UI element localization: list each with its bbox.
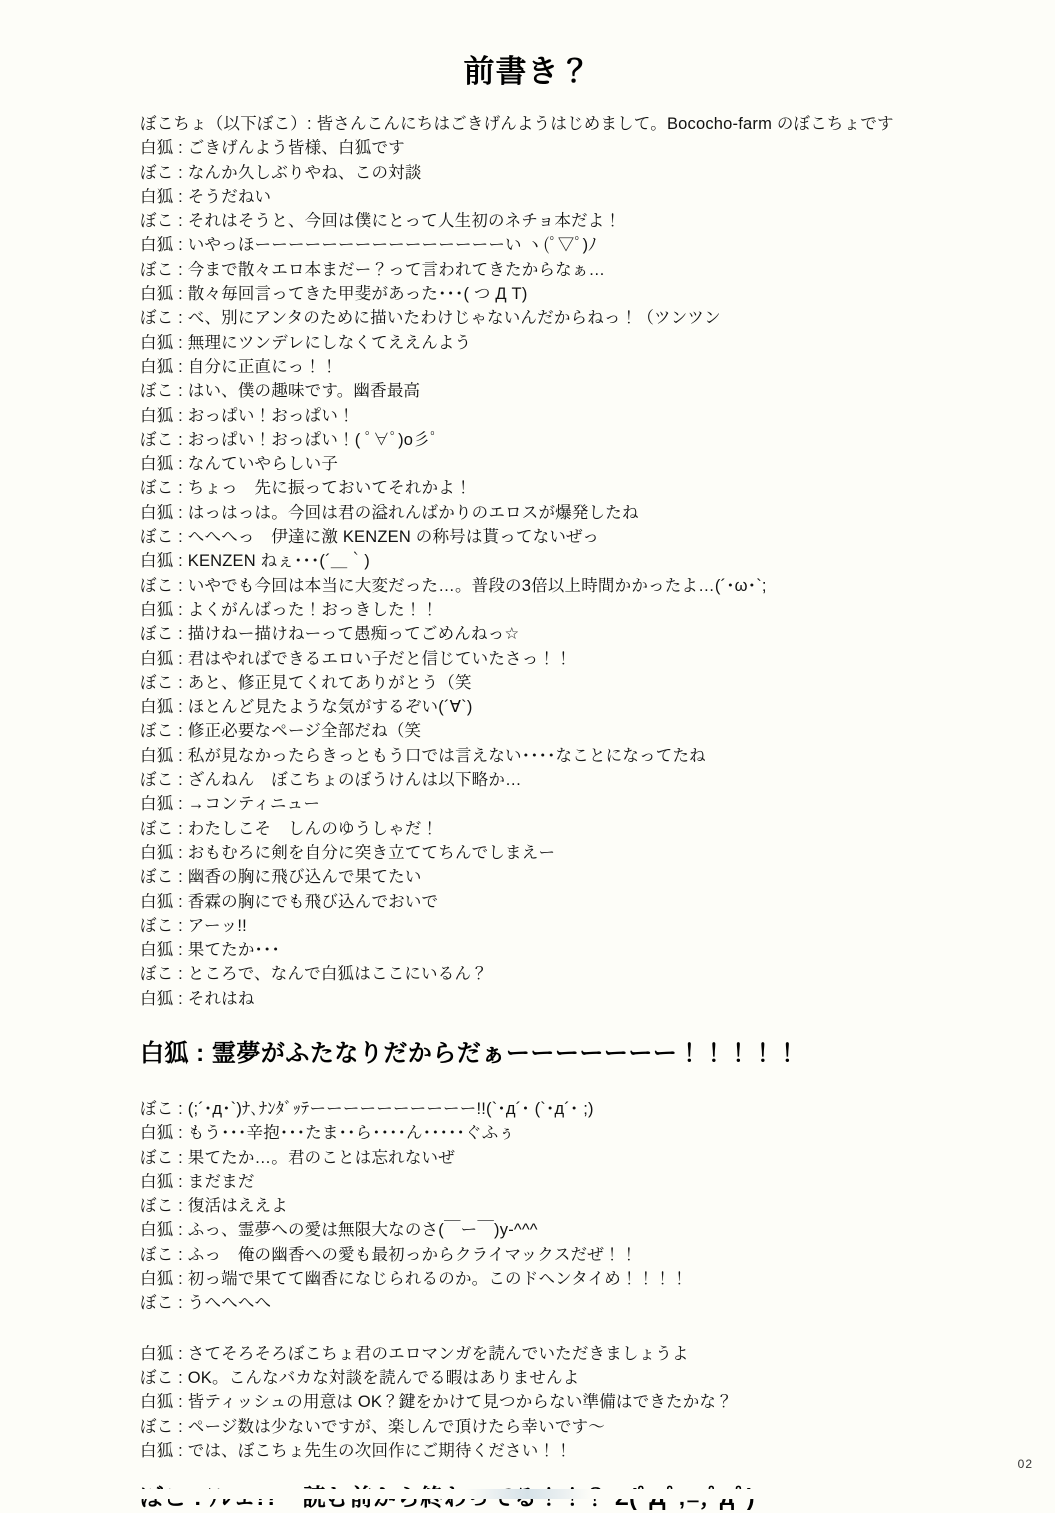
dialogue-line: 白狐 : 初っ端で果てて幽香になじられるのか。このドヘンタイめ！！！！: [140, 1270, 688, 1289]
dialogue-line: ぼこ : おっぱい！おっぱい！( ﾟ∀ﾟ)o彡ﾟ: [140, 430, 439, 449]
dialogue-line: ぼこ : なんか久しぶりやね、この対談: [140, 163, 422, 182]
spacer: [140, 1316, 935, 1342]
spacer: [140, 1011, 935, 1037]
dialogue-line: ぼこ : 今まで散々エロ本まだー？って言われてきたからなぁ…: [140, 260, 606, 279]
dialogue-line: 白狐 : いやっほーーーーーーーーーーーーーーーい ヽ(ﾟ▽ﾟ)ﾉ: [140, 236, 597, 255]
dialogue-line: 白狐 : そうだねい: [140, 187, 272, 206]
dialogue-line: 白狐 : まだまだ: [140, 1172, 255, 1191]
dialogue-line: ぼこ : (;´･д･`)ﾅ､ﾅﾝﾀﾞｯﾃーーーーーーーーーー!!(`･д´･ (`･д´･ ;): [140, 1099, 594, 1118]
dialogue-line: ぼこ : ざんねん ぼこちょのぼうけんは以下略か…: [140, 771, 522, 790]
dialogue-line: ぼこ : ところで、なんで白狐はここにいるん？: [140, 965, 488, 984]
dialogue-line: ぼこ : いやでも今回は本当に大変だった…。普段の3倍以上時間かかったよ…(´･ω･`;: [140, 576, 767, 595]
page-title: 前書き？: [463, 54, 592, 89]
dialogue-line: 白狐 : 君はやればできるエロい子だと信じていたさっ！！: [140, 649, 572, 668]
dialogue-line: ぼこ : 描けねー描けねーって愚痴ってごめんねっ☆: [140, 625, 520, 644]
dialogue-line: ぼこ : アーッ!!: [140, 916, 247, 935]
dialogue-line: 白狐 : おもむろに剣を自分に突き立ててちんでしまえー: [140, 843, 556, 862]
dialogue-line: 白狐 : 無理にツンデレにしなくてええんよう: [140, 333, 472, 352]
dialogue-line: 白狐 : おっぱい！おっぱい！: [140, 406, 355, 425]
dialogue-line: 白狐 : はっはっは。今回は君の溢れんばかりのエロスが爆発したね: [140, 503, 639, 522]
dialogue-line: 白狐 : →コンティニュー: [140, 795, 321, 814]
dialogue-line: 白狐 : 皆ティッシュの用意は OK？鍵をかけて見つからない準備はできたかな？: [140, 1393, 733, 1412]
dialogue-block-2: [140, 1097, 935, 1316]
dialogue-line: 白狐 : ごきげんよう皆様、白狐です: [140, 139, 405, 158]
dialogue-line: 白狐 : KENZEN ねぇ･･･(´＿｀): [140, 552, 370, 571]
dialogue-line: 白狐 : よくがんばった！おっきした！！: [140, 600, 439, 619]
dialogue-line: 白狐 : ほとんど見たような気がするぞい(´∀`): [140, 698, 473, 717]
dialogue-line: ぼこ : ふっ 俺の幽香への愛も最初っからクライマックスだぜ！！: [140, 1245, 638, 1264]
dialogue-line: ぼこ : ちょっ 先に振っておいてそれかよ！: [140, 479, 472, 498]
dialogue-line: 白狐 : 散々毎回言ってきた甲斐があった･･･( つ Д T): [140, 285, 528, 304]
dialogue-line: ぼこ : はい、僕の趣味です。幽香最高: [140, 382, 421, 401]
dialogue-line: ぼこ : 修正必要なページ全部だね（笑: [140, 722, 422, 741]
spacer: [140, 1463, 935, 1481]
dialogue-line: 白狐 : もう･･･辛抱･･･たま･･ら････ん･････ぐふぅ: [140, 1124, 516, 1143]
dialogue-line: 白狐 : 自分に正直にっ！！: [140, 357, 338, 376]
page-number: 02: [1017, 1457, 1033, 1471]
dialogue-line: ぼこちょ（以下ぼこ）: 皆さんこんにちはごきげんようはじめまして。Bococho-farm のぼこちょです: [140, 115, 894, 133]
page-edge-decoration: [0, 1489, 1055, 1499]
dialogue-line: ぼこ : べ、別にアンタのために描いたわけじゃないんだからねっ！（ツンツン: [140, 309, 721, 328]
dialogue-line: 白狐 : それはね: [140, 989, 255, 1008]
dialogue-line: 白狐 : 果てたか･･･: [140, 941, 280, 960]
dialogue-line: ぼこ : 幽香の胸に飛び込んで果てたい: [140, 868, 422, 887]
dialogue-line: ぼこ : へへへっ 伊達に激 KENZEN の称号は貰ってないぜっ: [140, 528, 600, 547]
dialogue-line: 白狐 : さてそろそろぼこちょ君のエロマンガを読んでいただきましょうよ: [140, 1344, 689, 1363]
dialogue-line: ぼこ : うへへへへ: [140, 1294, 272, 1313]
dialogue-line: ぼこ : 果てたか…。君のことは忘れないぜ: [140, 1148, 455, 1167]
dialogue-line: ぼこ : 復活はええよ: [140, 1197, 288, 1216]
dialogue-line: ぼこ : あと、修正見てくれてありがとう（笑: [140, 673, 472, 692]
dialogue-line: 白狐 : 香霖の胸にでも飛び込んでおいで: [140, 892, 439, 911]
shout-line: 白狐 : 霊夢がふたなりだからだぁーーーーーーー！！！！！: [140, 1039, 800, 1067]
dialogue-line: 白狐 : では、ぼこちょ先生の次回作にご期待ください！！: [140, 1441, 572, 1460]
dialogue-line: 白狐 : なんていやらしい子: [140, 455, 339, 474]
dialogue-line: ぼこ : それはそうと、今回は僕にとって人生初のネチョ本だよ！: [140, 212, 622, 231]
document-body: [140, 112, 935, 1513]
dialogue-line: 白狐 : ふっ、霊夢への愛は無限大なのさ(￣ー￣)y-^^^: [140, 1221, 538, 1240]
spacer: [140, 1071, 935, 1097]
dialogue-block-3: [140, 1342, 935, 1463]
dialogue-line: ぼこ : わたしこそ しんのゆうしゃだ！: [140, 819, 439, 838]
dialogue-line: 白狐 : 私が見なかったらきっともう口では言えない････なことになってたね: [140, 746, 706, 765]
dialogue-line: ぼこ : OK。こんなバカな対談を読んでる暇はありませんよ: [140, 1368, 580, 1387]
dialogue-line: ぼこ : ページ数は少ないですが、楽しんで頂けたら幸いです〜: [140, 1417, 605, 1436]
dialogue-block-1: [140, 112, 935, 1011]
